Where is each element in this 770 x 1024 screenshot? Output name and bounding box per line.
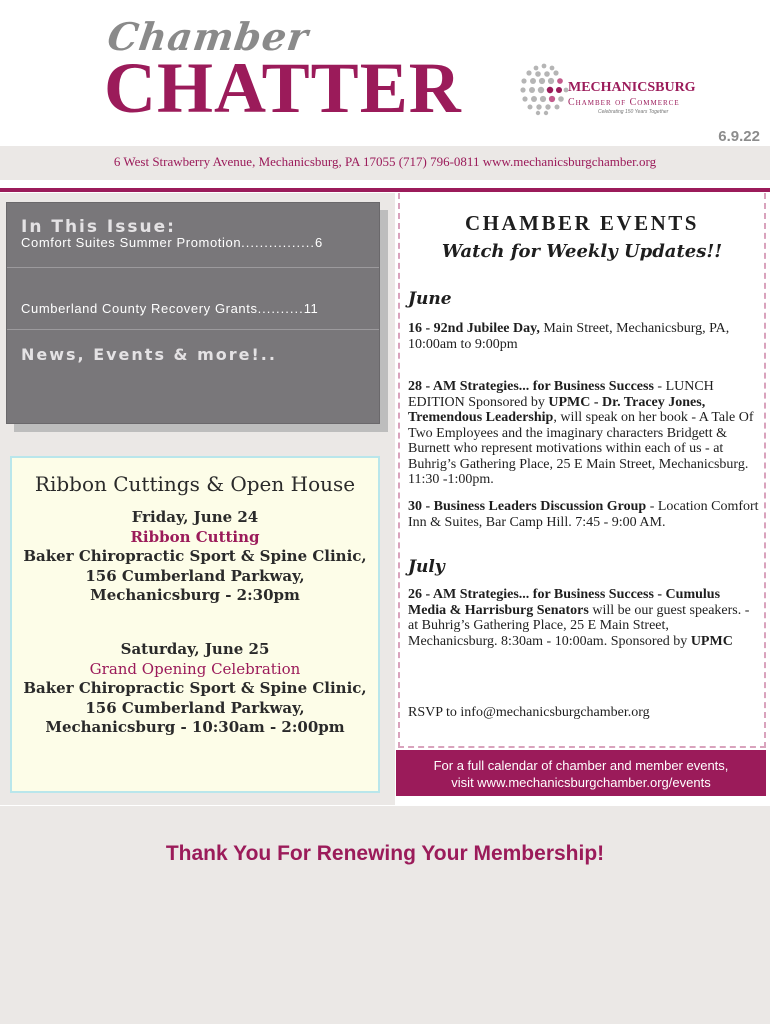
calendar-note-link[interactable]: visit www.mechanicsburgchamber.org/events xyxy=(451,775,711,790)
in-this-issue-panel xyxy=(6,202,380,424)
toc-item[interactable] xyxy=(21,235,366,250)
calendar-note-banner[interactable] xyxy=(396,750,766,796)
logo-chamber-of-commerce: Chamber of Commerce xyxy=(568,97,680,108)
event-details: , will speak on her book - A Tale Of Two Employees and the imaginary characters Bridgett & Burnett who represent motivations within each of us - at Buhrig’s Gathering Place, 25 E Main Street, Mechanicsburg. 11:30 -1:00pm. xyxy=(408,410,754,487)
ribbon-event-line: 156 Cumberland Parkway, xyxy=(85,698,305,717)
event-jubilee-day xyxy=(408,321,760,352)
ribbon-event-line: Baker Chiropractic Sport & Spine Clinic, xyxy=(23,547,367,565)
divider-rule xyxy=(0,188,770,192)
toc-dots: ................ xyxy=(241,235,315,250)
ribbon-event-type: Ribbon Cutting xyxy=(130,527,260,546)
in-this-issue-title: In This Issue: xyxy=(21,217,176,237)
news-events-heading: News, Events & more!.. xyxy=(21,345,277,364)
toc-item[interactable] xyxy=(21,301,366,316)
globe-logo-icon xyxy=(516,60,572,116)
ribbon-event-line: Baker Chiropractic Sport & Spine Clinic, xyxy=(23,679,367,697)
event-title: 30 - Business Leaders Discussion Group xyxy=(408,499,647,514)
event-title: 28 - AM Strategies... for Business Success xyxy=(408,379,654,394)
ribbon-cuttings-title: Ribbon Cuttings & Open House xyxy=(34,472,356,496)
thank-you-heading: Thank You For Renewing Your Membership! xyxy=(165,842,605,865)
divider xyxy=(7,267,379,268)
ribbon-event-1 xyxy=(12,508,378,606)
event-sponsor: UPMC xyxy=(690,633,733,649)
masthead-chamber-word: Chamber xyxy=(104,14,312,59)
rsvp-email-link[interactable]: RSVP to info@mechanicsburgchamber.org xyxy=(408,705,650,720)
calendar-note-line: For a full calendar of chamber and member events, xyxy=(433,758,729,773)
ribbon-event-date: Saturday, June 25 xyxy=(120,640,270,658)
logo-organization-name: MECHANICSBURG xyxy=(568,80,696,95)
chamber-events-title: CHAMBER EVENTS xyxy=(465,211,699,235)
divider xyxy=(7,329,379,330)
ribbon-cuttings-box xyxy=(10,456,380,793)
ribbon-event-type: Grand Opening Celebration xyxy=(89,659,301,678)
bottom-band xyxy=(0,806,770,1024)
address-line: 6 West Strawberry Avenue, Mechanicsburg, PA 17055 (717) 796-0811 www.mechanicsburgchamber.org xyxy=(113,154,657,169)
issue-date: 6.9.22 xyxy=(718,128,760,145)
event-details: Main Street, Mechanicsburg, PA, 10:00am to 9:00pm xyxy=(408,321,730,352)
month-heading-july: July xyxy=(408,557,445,577)
chamber-events-box xyxy=(398,193,766,748)
event-title: 26 - AM Strategies... for Business Success - Cumulus Media & Harrisburg Senators xyxy=(408,587,721,618)
month-heading-june: June xyxy=(408,289,452,309)
masthead-chatter-word: CHATTER xyxy=(104,48,462,128)
logo-tagline: Celebrating 150 Years Together xyxy=(598,109,669,115)
event-am-strategies-july xyxy=(408,587,760,649)
event-details: - Location Comfort Inn & Suites, Bar Camp Hill. 7:45 - 9:00 AM. xyxy=(408,499,759,530)
address-band xyxy=(0,146,770,180)
chamber-events-subtitle: Watch for Weekly Updates!! xyxy=(441,241,723,262)
ribbon-event-2 xyxy=(12,640,378,738)
toc-dots: .......... xyxy=(257,301,304,316)
event-sponsor: UPMC - Dr. Tracey Jones, Tremendous Leadership xyxy=(408,394,706,425)
event-business-leaders xyxy=(408,499,760,530)
ribbon-event-line: Mechanicsburg - 2:30pm xyxy=(90,586,300,604)
toc-item-page: 6 xyxy=(314,235,323,250)
ribbon-event-date: Friday, June 24 xyxy=(131,508,259,526)
event-am-strategies-june xyxy=(408,379,760,488)
toc-item-label: Cumberland County Recovery Grants xyxy=(21,301,258,316)
masthead xyxy=(0,0,770,150)
event-details: - LUNCH EDITION Sponsored by xyxy=(408,379,714,410)
event-details: will be our guest speakers. - at Buhrig’s Gathering Place, 25 E Main Street, Mechanicsburg. 8:30am - 10:00am. Sponsored by xyxy=(408,602,750,649)
event-title: 16 - 92nd Jubilee Day, xyxy=(408,321,540,336)
toc-item-label: Comfort Suites Summer Promotion xyxy=(21,235,242,250)
ribbon-event-line: 156 Cumberland Parkway, xyxy=(85,566,305,585)
toc-item-page: 11 xyxy=(303,301,319,316)
ribbon-event-line: Mechanicsburg - 10:30am - 2:00pm xyxy=(45,718,345,736)
